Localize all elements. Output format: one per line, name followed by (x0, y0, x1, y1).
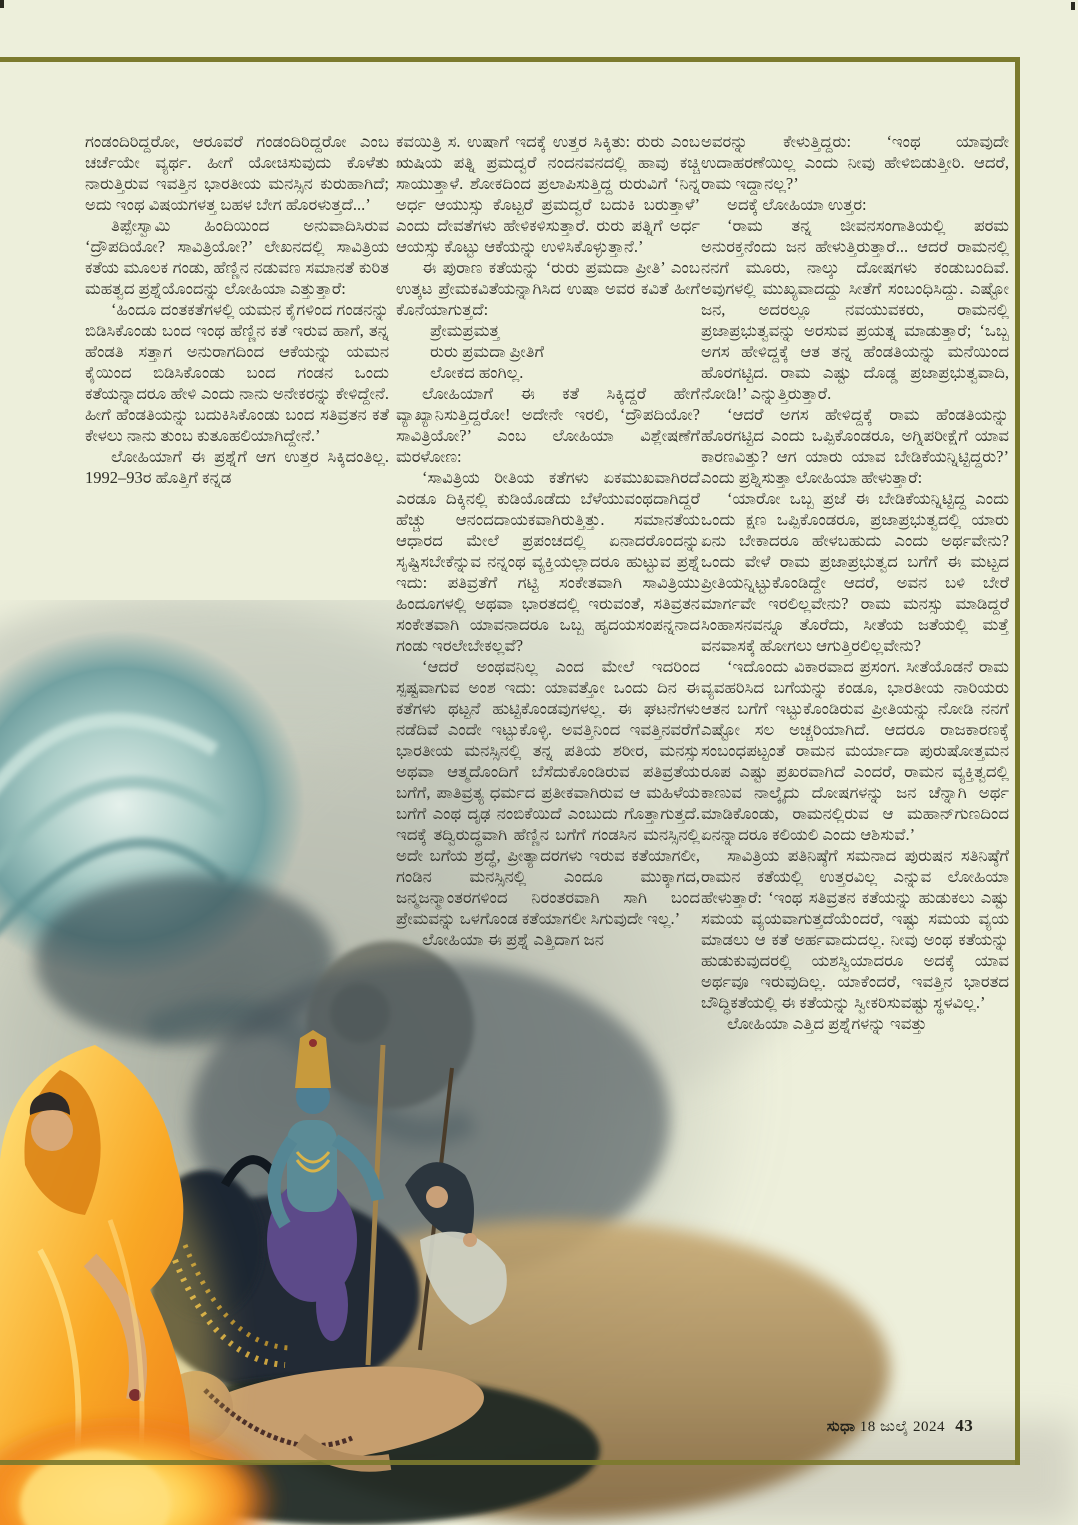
paragraph: ‘ಹಿಂದೂ ದಂತಕತೆಗಳಲ್ಲಿ ಯಮನ ಕೈಗಳಿಂದ ಗಂಡನನ್ನು ಬಿಡಿಸಿಕೊಂಡು ಬಂದ ಇಂಥ ಹೆಣ್ಣಿನ ಕತೆ ಇರುವ ಹಾಗೆ, ತನ್ನ ಹೆಂಡತಿ ಸತ್ತಾಗ ಅನುರಾಗದಿಂದ ಆಕೆಯನ್ನು ಯಮನ ಕೈಯಿಂದ ಬಿಡಿಸಿಕೊಂಡು ಬಂದ ಗಂಡನ ಒಂದು ಕತೆಯನ್ನಾದರೂ ಹೇಳಿ ಎಂದು ನಾನು ಅನೇಕರನ್ನು ಕೇಳಿದ್ದೇನೆ. ಹೀಗೆ ಹೆಂಡತಿಯನ್ನು ಬದುಕಿಸಿಕೊಂಡು ಬಂದ ಸತಿವ್ರತನ ಕತೆ ಕೇಳಲು ನಾನು ತುಂಬ ಕುತೂಹಲಿಯಾಗಿದ್ದೇನೆ.’ (85, 300, 389, 445)
text-column-3 (701, 131, 1009, 1411)
page-footer (760, 1416, 1040, 1436)
poem-line: ಪ್ರೇಮಪ್ರಮತ್ತ (430, 321, 500, 340)
wrap-spacer (396, 1075, 444, 1117)
paragraph: ‘ಯಾರೋ ಒಬ್ಬ ಪ್ರಜೆ ಈ ಬೇಡಿಕೆಯನ್ನಿಟ್ಟಿದ್ದ ಎಂದು ಒಂದು ಕ್ಷಣ ಒಪ್ಪಿಕೊಂಡರೂ, ಪ್ರಜಾಪ್ರಭುತ್ವದಲ್ಲಿ ಯಾರು ಏನು ಬೇಕಾದರೂ ಹೇಳಬಹುದು ಎಂದು ಅರ್ಥವೇನು? ಒಂದು ವೇಳೆ ರಾಮ ಪ್ರಜಾಪ್ರಭುತ್ವದ ಬಗೆಗೆ ಈ ಮಟ್ಟದ ಪ್ರೀತಿಯನ್ನಿಟ್ಟುಕೊಂಡಿದ್ದೇ ಆದರೆ, ಅವನ ಬಳಿ ಬೇರೆ ಮಾರ್ಗವೇ ಇರಲಿಲ್ಲವೇನು? ರಾಮ ಮನಸ್ಸು ಮಾಡಿದ್ದರೆ ಸಿಂಹಾಸನವನ್ನೂ ತೊರೆದು, ಸೀತೆಯ ಜತೆಯಲ್ಲಿ ಮತ್ತೆ ವನವಾಸಕ್ಕೆ ಹೋಗಲು ಆಗುತ್ತಿರಲಿಲ್ಲವೇನು? (701, 489, 1009, 655)
paragraph: ‘ಸಾವಿತ್ರಿಯ ರೀತಿಯ ಕತೆಗಳು ಏಕಮುಖವಾಗಿರದೆ ಎರಡೂ ದಿಕ್ಕಿನಲ್ಲಿ ಕುಡಿಯೊಡೆದು ಬೆಳೆಯುವಂಥದಾಗಿದ್ದರೆ ಹೆಚ್ಚು ಆನಂದದಾಯಕವಾಗಿರುತ್ತಿತ್ತು. ಸಮಾನತೆಯ ಆಧಾರದ ಮೇಲೆ ಪ್ರಪಂಚದಲ್ಲಿ ಏನಾದರೊಂದನ್ನು ಸೃಷ್ಟಿಸಬೇಕೆನ್ನುವ ನನ್ನಂಥ ವ್ಯಕ್ತಿಯಲ್ಲಾದರೂ ಹುಟ್ಟುವ ಪ್ರಶ್ನೆ ಇದು: ಪತಿವ್ರತೆಗೆ ಗಟ್ಟಿ ಸಂಕೇತವಾಗಿ ಸಾವಿತ್ರಿಯು ಹಿಂದೂಗಳಲ್ಲಿ ಅಥವಾ ಭಾರತದಲ್ಲಿ ಇರುವಂತೆ, ಸತಿವ್ರತನ ಸಂಕೇತವಾಗಿ ಯಾವನಾದರೂ ಒಬ್ಬ ಹೃದಯಸಂಪನ್ನನಾದ ಗಂಡು ಇರಲೇಬೇಕಲ್ಲವೆ? (396, 468, 700, 655)
crop-mark-top-left (0, 0, 4, 8)
paragraph: ಈ ಪುರಾಣ ಕತೆಯನ್ನು ‘ರುರು ಪ್ರಮದಾ ಪ್ರೀತಿ’ ಎಂಬ ಉತ್ಕಟ ಪ್ರೇಮಕವಿತೆಯನ್ನಾಗಿಸಿದ ಉಷಾ ಅವರ ಕವಿತೆ ಹೀಗೆ ಕೊನೆಯಾಗುತ್ತದೆ: (396, 258, 700, 319)
paragraph: ಅದಕ್ಕೆ ಲೋಹಿಯಾ ಉತ್ತರ: (727, 195, 867, 214)
poem-line: ಲೋಕದ ಹಂಗಿಲ್ಲ. (430, 363, 524, 382)
page-frame-bottom (0, 1460, 1020, 1465)
paragraph: ಕವಯಿತ್ರಿ ಸ. ಉಷಾಗೆ ಇದಕ್ಕೆ ಉತ್ತರ ಸಿಕ್ಕಿತು: ರುರು ಎಂಬ ಋಷಿಯ ಪತ್ನಿ ಪ್ರಮದ್ವರೆ ನಂದನವನದಲ್ಲಿ ಹಾವು ಕಚ್ಚಿ ಸಾಯುತ್ತಾಳೆ. ಶೋಕದಿಂದ ಪ್ರಲಾಪಿಸುತ್ತಿದ್ದ ರುರುವಿಗೆ ‘ನಿನ್ನ ಅರ್ಧ ಆಯುಸ್ಸು ಕೊಟ್ಟರೆ ಪ್ರಮದ್ವರೆ ಬದುಕಿ ಬರುತ್ತಾಳೆ’ ಎಂದು ದೇವತೆಗಳು ಹೇಳಿಕಳಿಸುತ್ತಾರೆ. ರುರು ಪತ್ನಿಗೆ ಅರ್ಧ ಆಯಸ್ಸು ಕೊಟ್ಟು ಆಕೆಯನ್ನು ಉಳಿಸಿಕೊಳ್ಳುತ್ತಾನೆ.’ (396, 132, 700, 256)
paragraph: ಲೋಹಿಯಾಗೆ ಈ ಪ್ರಶ್ನೆಗೆ ಆಗ ಉತ್ತರ ಸಿಕ್ಕಿದಂತಿಲ್ಲ. 1992–93ರ ಹೊತ್ತಿಗೆ ಕನ್ನಡ (85, 447, 389, 487)
text-column-2 (396, 131, 700, 1403)
wrap-spacer (396, 1117, 480, 1159)
paragraph: ಗಂಡಂದಿರಿದ್ದರೋ, ಆರೂವರೆ ಗಂಡಂದಿರಿದ್ದರೋ ಎಂಬ ಚರ್ಚೆಯೇ ವ್ಯರ್ಥ. ಹೀಗೆ ಯೋಚಿಸುವುದು ಕೊಳೆತು ನಾರುತ್ತಿರುವ ಇವತ್ತಿನ ಭಾರತೀಯ ಮನಸ್ಸಿನ ಕುರುಹಾಗಿದೆ; ಅದು ಇಂಥ ವಿಷಯಗಳತ್ತ ಬಹಳ ಬೇಗ ಹೊರಳುತ್ತದೆ...’ (85, 132, 389, 214)
wrap-spacer (396, 1327, 598, 1403)
paragraph: ‘ರಾಮ ತನ್ನ ಜೀವನಸಂಗಾತಿಯಲ್ಲಿ ಪರಮ ಅನುರಕ್ತನೆಂದು ಜನ ಹೇಳುತ್ತಿರುತ್ತಾರೆ... ಆದರೆ ರಾಮನಲ್ಲಿ ನನಗೆ ಮೂರು, ನಾಲ್ಕು ದೋಷಗಳು ಕಂಡುಬಂದಿವೆ. ಅವುಗಳಲ್ಲಿ ಮುಖ್ಯವಾದದ್ದು ಸೀತೆಗೆ ಸಂಬಂಧಿಸಿದ್ದು. ಎಷ್ಟೋ ಜನ, ಅದರಲ್ಲೂ ನವಯುವಕರು, ರಾಮನಲ್ಲಿ ಪ್ರಜಾಪ್ರಭುತ್ವವನ್ನು ಅರಸುವ ಪ್ರಯತ್ನ ಮಾಡುತ್ತಾರೆ; ‘ಒಬ್ಬ ಅಗಸ ಹೇಳಿದ್ದಕ್ಕೆ ಆತ ತನ್ನ ಹೆಂಡತಿಯನ್ನು ಮನೆಯಿಂದ ಹೊರಗಟ್ಟಿದ. ರಾಮ ಎಷ್ಟು ದೊಡ್ಡ ಪ್ರಜಾಪ್ರಭುತ್ವವಾದಿ, ನೋಡಿ!’ ಎನ್ನುತ್ತಿರುತ್ತಾರೆ. (701, 216, 1009, 403)
magazine-name: ಸುಧಾ (826, 1419, 856, 1435)
paragraph: ‘ಇದೊಂದು ವಿಕಾರವಾದ ಪ್ರಸಂಗ. ಸೀತೆಯೊಡನೆ ರಾಮ ವ್ಯವಹರಿಸಿದ ಬಗೆಯನ್ನು ಕಂಡೂ, ಭಾರತೀಯ ನಾರಿಯರು ಆತನ ಬಗೆಗೆ ಇಟ್ಟುಕೊಂಡಿರುವ ಪ್ರೀತಿಯನ್ನು ನೋಡಿ ನನಗೆ ಎಷ್ಟೋ ಸಲ ಅಚ್ಚರಿಯಾಗಿದೆ. ಆದರೂ ರಾಜಕಾರಣಕ್ಕೆ ಸಂಬಂಧಪಟ್ಟಂತೆ ರಾಮನ ಮರ್ಯಾದಾ ಪುರುಷೋತ್ತಮನ ರೂಪ ಎಷ್ಟು ಪ್ರಖರವಾಗಿದೆ ಎಂದರೆ, ರಾಮನ ವ್ಯಕ್ತಿತ್ವದಲ್ಲಿ ಕಾಣುವ ನಾಲ್ಕೈದು ದೋಷಗಳನ್ನು ಜನ ಚೆನ್ನಾಗಿ ಅರ್ಥ ಮಾಡಿಕೊಂಡು, ರಾಮನಲ್ಲಿರುವ ಆ ಮಹಾನ್‌ಗುಣದಿಂದ ಏನನ್ನಾದರೂ ಕಲಿಯಲಿ ಎಂದು ಆಶಿಸುವೆ.’ (701, 657, 1009, 844)
paragraph: ‘ಆದರೆ ಅಗಸ ಹೇಳಿದ್ದಕ್ಕೆ ರಾಮ ಹೆಂಡತಿಯನ್ನು ಹೊರಗಟ್ಟಿದ ಎಂದು ಒಪ್ಪಿಕೊಂಡರೂ, ಅಗ್ನಿಪರೀಕ್ಷೆಗೆ ಯಾವ ಕಾರಣವಿತ್ತು? ಆಗ ಯಾರು ಯಾವ ಬೇಡಿಕೆಯನ್ನಿಟ್ಟಿದ್ದರು?’ ಎಂದು ಪ್ರಶ್ನಿಸುತ್ತಾ ಲೋಹಿಯಾ ಹೇಳುತ್ತಾರೆ: (701, 405, 1009, 487)
crop-mark-top-right (1071, 2, 1075, 10)
paragraph: ಲೋಹಿಯಾ ಈ ಪ್ರಶ್ನೆ ಎತ್ತಿದಾಗ ಜನ (422, 930, 604, 949)
wrap-spacer (396, 1201, 536, 1243)
issue-date: 18 ಜುಲೈ 2024 (859, 1419, 945, 1435)
paragraph: ‘ಆದರೆ ಅಂಥವನಿಲ್ಲ ಎಂದ ಮೇಲೆ ಇದರಿಂದ ಸ್ಪಷ್ಟವಾಗುವ ಅಂಶ ಇದು: ಯಾವತ್ತೋ ಒಂದು ದಿನ ಈ ಕತೆಗಳು ಥಟ್ಟನೆ ಹುಟ್ಟಿಕೊಂಡವುಗಳಲ್ಲ. ಈ ಘಟನೆಗಳು ನಡೆದಿವೆ ಎಂದೇ ಇಟ್ಟುಕೊಳ್ಳಿ. ಅವತ್ತಿನಿಂದ ಇವತ್ತಿನವರೆಗೆ ಭಾರತೀಯ ಮನಸ್ಸಿನಲ್ಲಿ ತನ್ನ ಪತಿಯ ಶರೀರ, ಮನಸ್ಸು ಅಥವಾ ಆತ್ಮದೊಂದಿಗೆ ಬೆಸೆದುಕೊಂಡಿರುವ ಪತಿವ್ರತೆಯ ಬಗೆಗೆ, ಪಾತಿವ್ರತ್ಯ ಧರ್ಮದ ಪ್ರತೀಕವಾಗಿರುವ ಆ ಮಹಿಳೆಯ ಬಗೆಗೆ ಎಂಥ ದೃಢ ನಂಬಿಕೆಯಿದೆ ಎಂಬುದು ಗೊತ್ತಾಗುತ್ತದೆ. ಇದಕ್ಕೆ ತದ್ವಿರುದ್ಧವಾಗಿ ಹೆಣ್ಣಿನ ಬಗೆಗೆ ಗಂಡಸಿನ ಮನಸ್ಸಿನಲ್ಲಿ ಅದೇ ಬಗೆಯ ಶ್ರದ್ಧೆ, ಪ್ರೀತ್ಯಾದರಗಳು ಇರುವ ಕತೆಯಾಗಲೀ, ಗಂಡಿನ ಮನಸ್ಸಿನಲ್ಲಿ ಎಂದೂ ಮುಕ್ಕಾಗದ, ಜನ್ಮಜನ್ಮಾಂತರಗಳಿಂದ ನಿರಂತರವಾಗಿ ಸಾಗಿ ಬಂದ ಪ್ರೇಮವನ್ನು ಒಳಗೊಂಡ ಕತೆಯಾಗಲೀ ಸಿಗುವುದೇ ಇಲ್ಲ.’ (396, 657, 700, 928)
paragraph: ಲೋಹಿಯಾಗೆ ಈ ಕತೆ ಸಿಕ್ಕಿದ್ದರೆ ಹೇಗೆ ವ್ಯಾಖ್ಯಾನಿಸುತ್ತಿದ್ದರೋ! ಅದೇನೇ ಇರಲಿ, ‘ದ್ರೌಪದಿಯೋ? ಸಾವಿತ್ರಿಯೋ?’ ಎಂಬ ಲೋಹಿಯಾ ವಿಶ್ಲೇಷಣೆಗೆ ಮರಳೋಣ: (396, 384, 700, 466)
wrap-spacer (396, 1159, 510, 1201)
page-number: 43 (955, 1416, 974, 1435)
page-frame-right (1015, 57, 1020, 1465)
poem-line: ರುರು ಪ್ರಮದಾ ಪ್ರೀತಿಗೆ (430, 342, 545, 361)
wrap-spacer (396, 1285, 578, 1327)
paragraph: ಅವರನ್ನು ಕೇಳುತ್ತಿದ್ದರು: ‘ಇಂಥ ಯಾವುದೇ ಉದಾಹರಣೆಯಿಲ್ಲ ಎಂದು ನೀವು ಹೇಳಿಬಿಡುತ್ತೀರಿ. ಆದರೆ, ರಾಮ ಇದ್ದಾನಲ್ಲ?’ (701, 132, 1009, 193)
paragraph: ಸಾವಿತ್ರಿಯ ಪತಿನಿಷ್ಠೆಗೆ ಸಮನಾದ ಪುರುಷನ ಸತಿನಿಷ್ಠೆಗೆ ರಾಮನ ಕತೆಯಲ್ಲಿ ಉತ್ತರವಿಲ್ಲ ಎನ್ನುವ ಲೋಹಿಯಾ ಹೇಳುತ್ತಾರೆ: ‘ಇಂಥ ಸತಿವ್ರತನ ಕತೆಯನ್ನು ಹುಡುಕಲು ಎಷ್ಟು ಸಮಯ ವ್ಯಯವಾಗುತ್ತದೆಯೆಂದರೆ, ಇಷ್ಟು ಸಮಯ ವ್ಯಯ ಮಾಡಲು ಆ ಕತೆ ಅರ್ಹವಾದುದಲ್ಲ. ನೀವು ಅಂಥ ಕತೆಯನ್ನು ಹುಡುಕುವುದರಲ್ಲಿ ಯಶಸ್ವಿಯಾದರೂ ಅದಕ್ಕೆ ಯಾವ ಅರ್ಥವೂ ಇರುವುದಿಲ್ಲ. ಯಾಕೆಂದರೆ, ಇವತ್ತಿನ ಭಾರತದ ಬೌದ್ಧಿಕತೆಯಲ್ಲಿ ಈ ಕತೆಯನ್ನು ಸ್ವೀಕರಿಸುವಷ್ಟು ಸ್ಥಳವಿಲ್ಲ.’ (701, 846, 1009, 1012)
wrap-spacer (396, 1243, 558, 1285)
text-column-1 (85, 131, 389, 488)
page-frame-top (0, 57, 1020, 62)
paragraph: ತಿಪ್ಪೇಸ್ವಾಮಿ ಹಿಂದಿಯಿಂದ ಅನುವಾದಿಸಿರುವ ‘ದ್ರೌಪದಿಯೋ? ಸಾವಿತ್ರಿಯೋ?’ ಲೇಖನದಲ್ಲಿ ಸಾವಿತ್ರಿಯ ಕತೆಯ ಮೂಲಕ ಗಂಡು, ಹೆಣ್ಣಿನ ನಡುವಣ ಸಮಾನತೆ ಕುರಿತ ಮಹತ್ವದ ಪ್ರಶ್ನೆಯೊಂದನ್ನು ಲೋಹಿಯಾ ಎತ್ತುತ್ತಾರೆ: (85, 216, 389, 298)
paragraph: ಲೋಹಿಯಾ ಎತ್ತಿದ ಪ್ರಶ್ನೆಗಳನ್ನು ಇವತ್ತು (727, 1014, 927, 1033)
